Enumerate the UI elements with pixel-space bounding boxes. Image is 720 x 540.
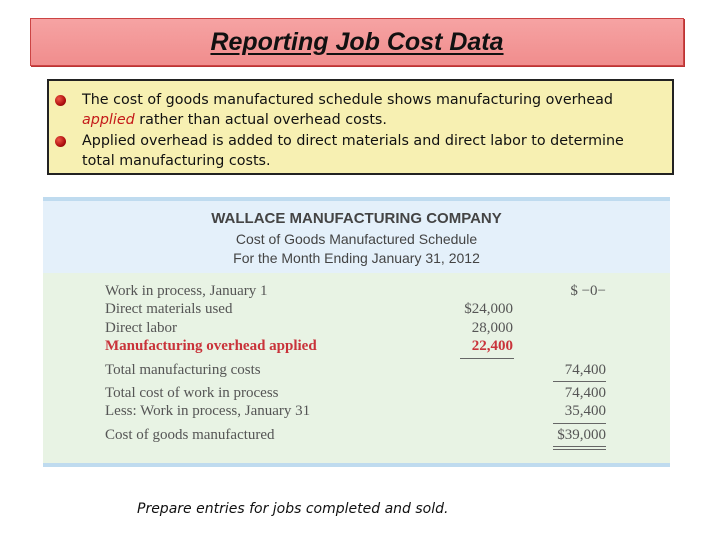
row-label-overhead-applied: Manufacturing overhead applied <box>105 338 317 354</box>
bullet-dot-icon <box>55 95 66 106</box>
bullet-dot-icon <box>55 136 66 147</box>
row-label-wip-begin: Work in process, January 1 <box>105 283 268 299</box>
row-total-wip: 74,400 <box>564 385 606 401</box>
row-total-wip-begin: $ −0− <box>570 283 606 299</box>
bullet-box <box>47 79 674 175</box>
bullet-1-line-1: The cost of goods manufactured schedule shows manufacturing overhead <box>82 92 613 108</box>
bullet-1-rest: rather than actual overhead costs. <box>134 112 387 128</box>
row-label-total-manufacturing: Total manufacturing costs <box>105 362 261 378</box>
schedule-title: Cost of Goods Manufactured Schedule <box>235 231 478 247</box>
applied-highlight: applied <box>82 112 135 128</box>
row-label-cogm: Cost of goods manufactured <box>105 427 275 443</box>
title-banner <box>30 18 684 66</box>
row-label-total-wip: Total cost of work in process <box>105 385 279 401</box>
row-label-direct-labor: Direct labor <box>105 320 178 336</box>
row-total-manufacturing: 74,400 <box>564 362 606 378</box>
row-total-wip-end: 35,400 <box>564 403 606 419</box>
company-name: WALLACE MANUFACTURING COMPANY <box>211 210 502 227</box>
row-label-wip-end: Less: Work in process, January 31 <box>105 403 311 419</box>
schedule-header <box>43 201 670 273</box>
footer-note: Prepare entries for jobs completed and sold. <box>137 501 449 517</box>
double-underline-bottom <box>553 449 606 450</box>
row-label-direct-materials: Direct materials used <box>105 301 233 317</box>
row-amount-direct-labor: 28,000 <box>471 320 513 336</box>
bullet-1-line-2 <box>82 110 387 131</box>
bullet-2-line-1: Applied overhead is added to direct materials and direct labor to determine <box>82 133 624 149</box>
row-amount-direct-materials: $24,000 <box>464 301 513 317</box>
schedule-period: For the Month Ending January 31, 2012 <box>233 250 480 266</box>
total-underline <box>553 381 606 382</box>
double-underline-top <box>553 446 606 447</box>
total-underline <box>553 423 606 424</box>
row-amount-overhead-applied: 22,400 <box>471 338 513 354</box>
cogm-schedule <box>43 197 670 467</box>
subtotal-underline <box>460 358 514 359</box>
row-total-cogm: $39,000 <box>557 427 606 443</box>
bullet-2-line-2: total manufacturing costs. <box>82 153 271 169</box>
page-title: Reporting Job Cost Data <box>210 27 504 56</box>
